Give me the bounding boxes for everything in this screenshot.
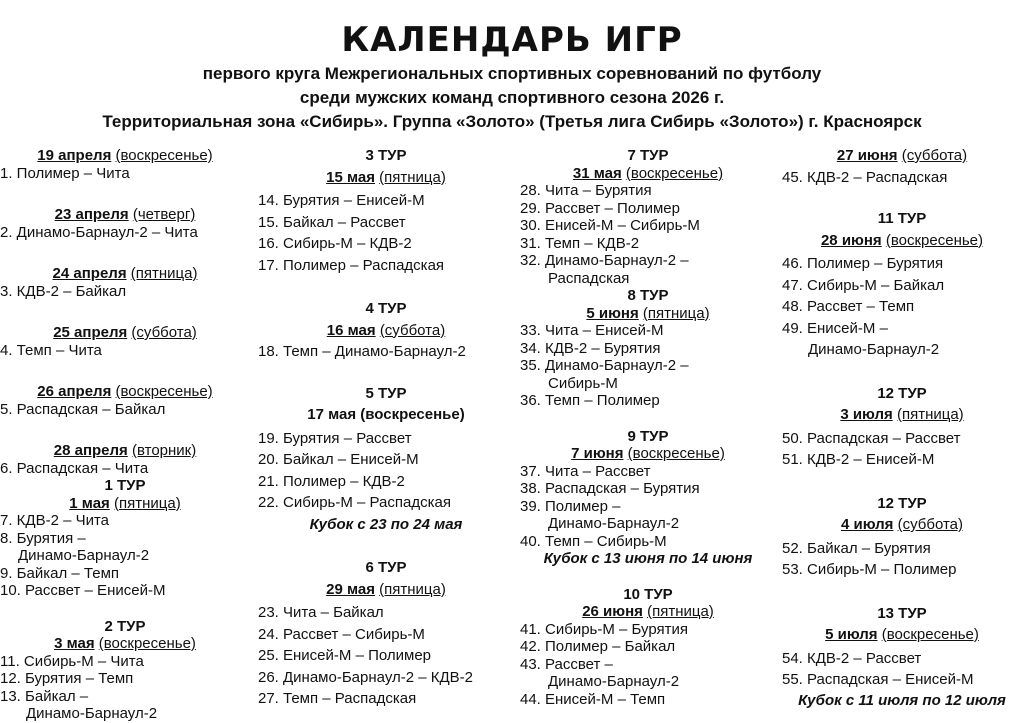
match-item: 30. Енисей-М – Сибирь-М [520,217,700,234]
match-item: 41. Сибирь-М – Бурятия [520,620,689,638]
match-item: 16. Сибирь-М – КДВ-2 [258,235,412,252]
match-item: 28. Чита – Бурятия [520,182,652,199]
match-item: 9. Байкал – Темп [0,564,120,582]
match-item: 15. Байкал – Рассвет [258,213,406,231]
round-heading: 4 ТУР [365,300,407,317]
match-date: 29 мая (пятница) [326,580,446,598]
match-item: 29. Рассвет – Полимер [520,199,680,217]
match-item: 12. Бурятия – Темп [0,670,134,687]
round-heading: 8 ТУР [627,287,669,304]
schedule-column-2 [258,147,514,710]
match-item: 24. Рассвет – Сибирь-М [258,625,425,643]
page-title: КАЛЕНДАРЬ ИГР [341,20,683,60]
round-heading: 7 ТУР [627,147,669,164]
match-item: 32. Динамо-Барнаул-2 – [520,252,689,269]
match-item: 35. Динамо-Барнаул-2 – [520,357,689,374]
subtitle-line-1: первого круга Межрегиональных спортивных соревнований по футболу [202,64,822,83]
round-heading: 6 ТУР [365,559,407,576]
match-item: 6. Распадская – Чита [0,459,149,477]
subtitle-line-2: среди мужских команд спортивного сезона 2026 г. [299,88,725,107]
match-item: 20. Байкал – Енисей-М [258,451,419,468]
match-item: 37. Чита – Рассвет [520,462,651,480]
match-item: 54. КДВ-2 – Рассвет [782,649,922,667]
match-date: 17 мая (воскресенье) [307,406,465,423]
match-item: 26. Динамо-Барнаул-2 – КДВ-2 [258,668,473,686]
match-item: 13. Байкал – [0,687,89,705]
match-date: 27 июня (суббота) [836,147,968,164]
match-date: 3 мая (воскресенье) [54,635,196,652]
match-item: 34. КДВ-2 – Бурятия [520,339,661,357]
round-heading: 12 ТУР [877,384,927,402]
round-heading: 9 ТУР [627,427,669,445]
match-item: 5. Распадская – Байкал [0,400,166,418]
match-item: 51. КДВ-2 – Енисей-М [782,451,935,468]
match-date: 28 июня (воскресенье) [820,231,984,249]
match-item: 23. Чита – Байкал [258,604,384,621]
match-item-continuation: Распадская [548,269,630,287]
round-heading: 10 ТУР [623,585,673,603]
match-item-continuation: Динамо-Барнаул-2 [18,547,150,564]
match-item: 55. Распадская – Енисей-М [782,670,974,688]
match-item: 40. Темп – Сибирь-М [520,532,667,550]
match-item: 4. Темп – Чита [0,341,102,359]
match-item-continuation: Динамо-Барнаул-2 [26,705,158,722]
match-date: 28 апреля (вторник) [53,442,197,459]
match-item: 49. Енисей-М – [782,319,888,337]
match-date: 15 мая (пятница) [326,168,446,186]
schedule-column-4 [782,147,1022,711]
round-heading: 12 ТУР [877,494,927,512]
match-item: 44. Енисей-М – Темп [520,690,666,708]
match-item: 27. Темп – Распадская [258,690,417,707]
match-item: 17. Полимер – Распадская [258,256,445,274]
match-item: 33. Чита – Енисей-М [520,322,664,339]
match-date: 23 апреля (четверг) [54,206,196,223]
round-heading: 5 ТУР [365,384,407,402]
match-item: 14. Бурятия – Енисей-М [258,192,425,209]
match-date: 31 мая (воскресенье) [572,164,724,182]
match-item: 10. Рассвет – Енисей-М [0,582,166,599]
match-date: 16 мая (суббота) [326,321,446,339]
schedule-column-3 [520,147,776,708]
match-item: 52. Байкал – Бурятия [782,539,931,557]
match-item: 8. Бурятия – [0,529,86,547]
match-item: 22. Сибирь-М – Распадская [258,494,451,511]
match-date: 26 июня (пятница) [582,603,714,620]
match-item: 3. КДВ-2 – Байкал [0,282,127,300]
match-item: 7. КДВ-2 – Чита [0,512,110,529]
match-date: 4 июля (суббота) [840,516,964,533]
match-date: 5 июля (воскресенье) [825,626,979,643]
round-heading: 3 ТУР [365,147,407,164]
match-item: 21. Полимер – КДВ-2 [258,472,405,490]
round-heading: 11 ТУР [877,210,927,227]
round-heading: 2 ТУР [104,617,146,635]
match-date: 19 апреля (воскресенье) [37,147,213,164]
match-date: 5 июня (пятница) [586,304,710,322]
subtitle-line-3: Территориальная зона «Сибирь». Группа «Золото» (Третья лига Сибирь «Золото») г. Красноярск [102,112,922,131]
match-item-continuation: Динамо-Барнаул-2 [548,673,680,690]
match-item: 38. Распадская – Бурятия [520,480,700,497]
cup-note: Кубок с 23 по 24 мая [309,515,463,533]
match-item: 19. Бурятия – Рассвет [258,429,412,447]
match-date: 24 апреля (пятница) [52,265,198,282]
match-item: 2. Динамо-Барнаул-2 – Чита [0,223,198,241]
match-item: 48. Рассвет – Темп [782,298,915,315]
match-item: 43. Рассвет – [520,655,613,673]
cup-note: Кубок с 13 июня по 14 июня [543,550,753,567]
round-heading: 1 ТУР [104,477,146,494]
cup-note: Кубок с 11 июля по 12 июля [798,691,1006,709]
match-item: 39. Полимер – [520,497,621,515]
match-item: 50. Распадская – Рассвет [782,429,961,447]
match-date: 7 июня (воскресенье) [571,445,725,462]
match-item: 53. Сибирь-М – Полимер [782,561,957,578]
match-date: 1 мая (пятница) [69,494,181,512]
match-date: 25 апреля (суббота) [53,324,197,341]
match-item-continuation: Динамо-Барнаул-2 [808,341,940,358]
round-heading: 13 ТУР [877,604,927,622]
schedule-column-1 [0,147,250,723]
match-item-continuation: Сибирь-М [548,374,618,392]
match-item: 46. Полимер – Бурятия [782,255,944,272]
match-item: 25. Енисей-М – Полимер [258,647,431,664]
match-date: 26 апреля (воскресенье) [37,383,213,400]
match-item: 36. Темп – Полимер [520,392,660,409]
match-item: 31. Темп – КДВ-2 [520,234,640,252]
match-item: 45. КДВ-2 – Распадская [782,168,948,186]
match-item: 18. Темп – Динамо-Барнаул-2 [258,343,466,360]
match-date: 3 июля (пятница) [840,406,964,423]
match-item: 42. Полимер – Байкал [520,638,676,655]
match-item: 1. Полимер – Чита [0,164,130,182]
match-item: 47. Сибирь-М – Байкал [782,276,945,294]
match-item: 11. Сибирь-М – Чита [0,652,144,670]
match-item-continuation: Динамо-Барнаул-2 [548,515,680,532]
